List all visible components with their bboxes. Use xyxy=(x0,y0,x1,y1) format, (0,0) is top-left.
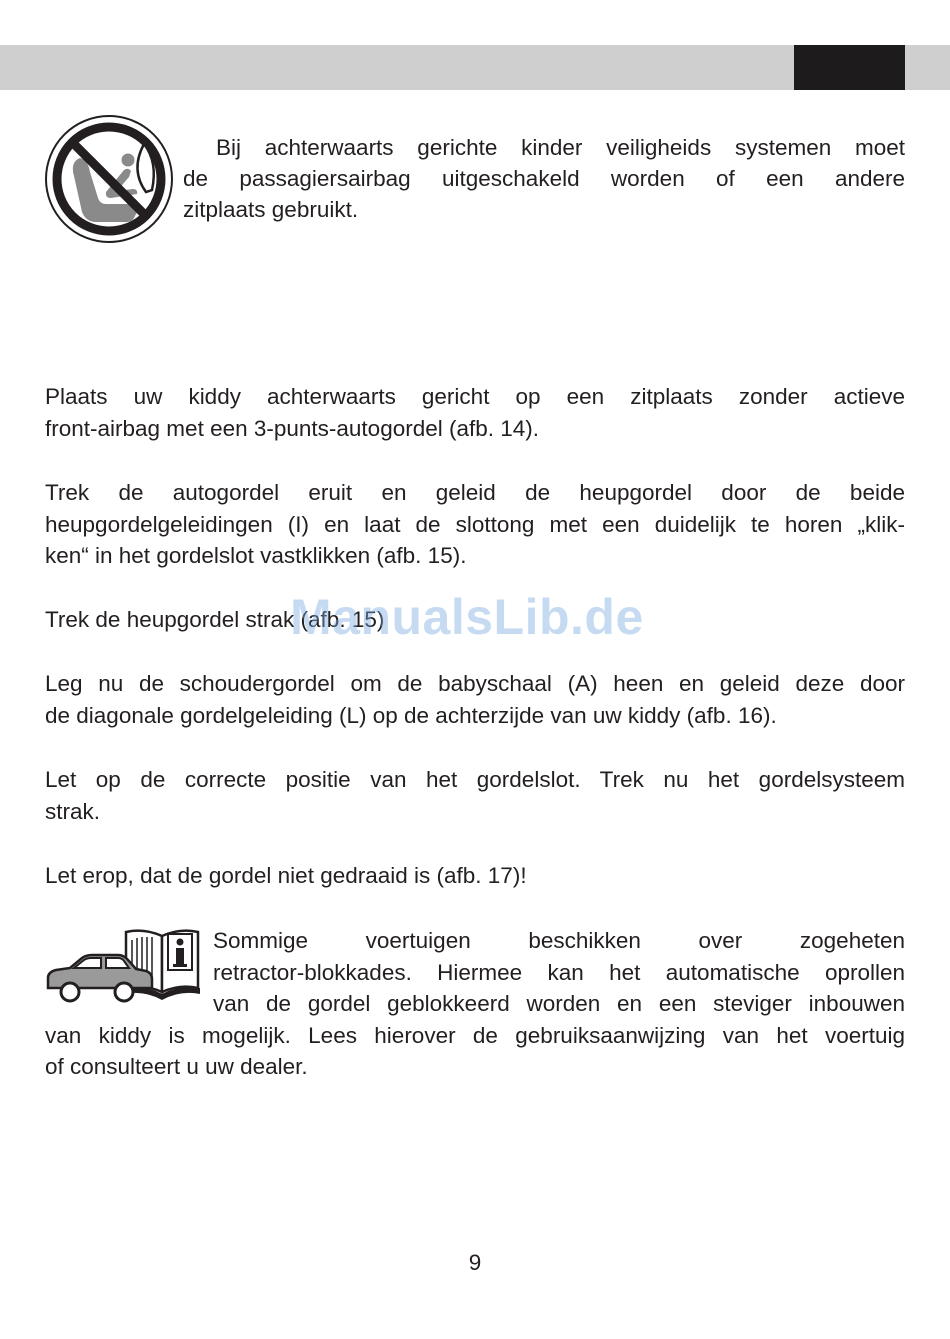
paragraph-line: Trek de heupgordel strak (afb. 15) xyxy=(45,607,385,632)
watermark: ManualsLib.de xyxy=(290,589,644,645)
paragraph-line: ken“ in het gordelslot vastklikken (afb. 15). xyxy=(45,543,467,568)
note-line: Sommige voertuigen beschikken over zogeheten xyxy=(213,928,905,953)
paragraph-line: Leg nu de schoudergordel om de babyschaal (A) heen en geleid deze door xyxy=(45,671,905,696)
note-line: of consulteert u uw dealer. xyxy=(45,1054,308,1079)
paragraph-shoulder-belt xyxy=(45,668,905,731)
intro-line: Bij achterwaarts gerichte kinder veiligheids systemen moet xyxy=(216,135,905,160)
airbag-warning-text xyxy=(183,132,905,225)
paragraph-line: strak. xyxy=(45,798,101,824)
no-rear-facing-seat-with-airbag-icon xyxy=(44,114,174,244)
paragraph-line: Plaats uw kiddy achterwaarts gericht op een zitplaats zonder actieve xyxy=(45,384,905,409)
paragraph-line: Let erop, dat de gordel niet gedraaid is (afb. 17)! xyxy=(45,863,527,888)
paragraph-line: heupgordelgeleidingen (I) en laat de slottong met een duidelijk te horen „klik- xyxy=(45,511,905,537)
paragraph-line: front-airbag met een 3-punts-autogordel (afb. 14). xyxy=(45,415,540,441)
page-number: 9 xyxy=(468,1250,482,1275)
paragraph-line: Let op de correcte positie van het gordelslot. Trek nu het gordelsysteem xyxy=(45,767,905,792)
note-line: van kiddy is mogelijk. Lees hierover de gebruiksaanwijzing van het voertuig xyxy=(45,1022,905,1048)
intro-line: zitplaats gebruikt. xyxy=(183,197,359,222)
intro-line: de passagiersairbag uitgeschakeld worden of een andere xyxy=(183,166,905,191)
paragraph-placement xyxy=(45,381,905,444)
paragraph-lap-belt xyxy=(45,477,905,572)
retractor-block-note xyxy=(45,925,905,1083)
paragraph-buckle-position xyxy=(45,764,905,827)
note-line: retractor-blokkades. Hiermee kan het automatische oprollen xyxy=(213,959,905,985)
paragraph-line: Trek de autogordel eruit en geleid de heupgordel door de beide xyxy=(45,480,905,505)
note-line: van de gordel geblokkeerd worden en een steviger inbouwen xyxy=(213,991,905,1016)
header-tab-block xyxy=(794,45,905,90)
paragraph-line: de diagonale gordelgeleiding (L) op de achterzijde van uw kiddy (afb. 16). xyxy=(45,702,777,728)
paragraph-not-twisted xyxy=(45,860,905,892)
